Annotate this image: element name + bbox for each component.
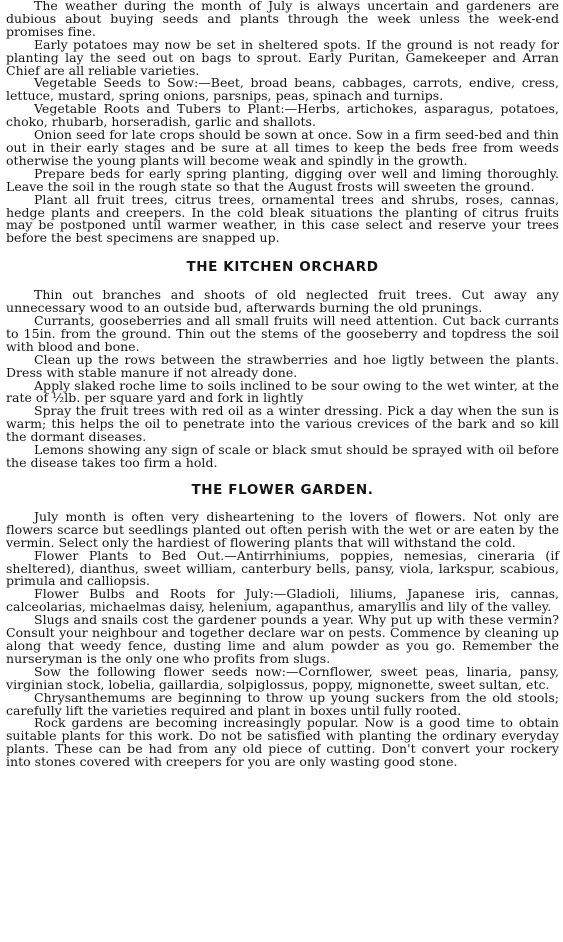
intro-paragraph: Early potatoes may now be set in sheltered spots. If the ground is not ready for planting lay the seed out on bags to sprout. Early Puritan, Gamekeeper and Arran Chief are all reliable varieties. xyxy=(6,36,559,78)
kitchen-orchard-paragraph: Apply slaked roche lime to soils inclined to be sour owing to the wet winter, at the rate of ½lb. per square yard and fork in lightly xyxy=(6,377,559,406)
intro-paragraph: The weather during the month of July is always uncertain and gardeners are dubious about buying seeds and plants through the week unless the week-end promises fine. xyxy=(6,0,559,39)
intro-section xyxy=(6,0,559,245)
intro-paragraph: Vegetable Seeds to Sow:—Beet, broad beans, cabbages, carrots, endive, cress, lettuce, mustard, spring onions, parsnips, peas, spinach and turnips. xyxy=(6,75,559,104)
kitchen-orchard-paragraph: Thin out branches and shoots of old neglected fruit trees. Cut away any unnecessary wood to an outside bud, afterwards burning the old prunings. xyxy=(6,287,559,316)
kitchen-orchard-section xyxy=(6,260,559,470)
kitchen-orchard-paragraph: Currants, gooseberries and all small fruits will need attention. Cut back currants to 15in. from the ground. Thin out the stems of the gooseberry and topdress the soil with blood and bone. xyxy=(6,313,559,354)
flower-garden-paragraph: Chrysanthemums are beginning to throw up young suckers from the old stools; carefully lift the varieties required and plant in boxes until fully rooted. xyxy=(6,689,559,718)
intro-paragraph: Plant all fruit trees, citrus trees, ornamental trees and shrubs, roses, cannas, hedge plants and creepers. In the cold bleak situations the planting of citrus fruits may be postponed until warmer weather, in this case select and reserve your trees before the best specimens are snapped up. xyxy=(6,191,559,246)
flower-garden-section xyxy=(6,483,559,769)
intro-paragraph: Vegetable Roots and Tubers to Plant:—Herbs, artichokes, asparagus, potatoes, choko, rhubarb, horseradish, garlic and shallots. xyxy=(6,101,559,130)
flower-garden-paragraph: Sow the following flower seeds now:—Cornflower, sweet peas, linaria, pansy, virginian stock, lobelia, gaillardia, solpiglossus, poppy, mignonette, sweet sultan, etc. xyxy=(6,663,559,692)
intro-paragraph: Prepare beds for early spring planting, digging over well and liming thoroughly. Leave the soil in the rough state so that the August frosts will sweeten the ground. xyxy=(6,165,559,194)
flower-garden-paragraph: Flower Plants to Bed Out.—Antirrhiniums, poppies, nemesias, cineraria (if sheltered), dianthus, sweet william, canterbury bells, pansy, viola, larkspur, scabious, primula and calliopsis. xyxy=(6,547,559,589)
intro-paragraph: Onion seed for late crops should be sown at once. Sow in a firm seed-bed and thin out in their early stages and be sure at all times to keep the beds free from weeds otherwise the young plants will become weak and spindly in the growth. xyxy=(6,127,559,168)
kitchen-orchard-paragraph: Clean up the rows between the strawberries and hoe ligtly between the plants. Dress with stable manure if not already done. xyxy=(6,351,559,380)
section-heading-flower-garden: THE FLOWER GARDEN. xyxy=(191,481,374,498)
flower-garden-paragraph: Flower Bulbs and Roots for July:—Gladioli, liliums, Japanese iris, cannas, calceolarias, michaelmas daisy, helenium, agapanthus, amaryllis and lily of the valley. xyxy=(6,586,559,615)
flower-garden-paragraph: July month is often very disheartening to the lovers of flowers. Not only are flowers scarce but seedlings planted out often perish with the wet or are eaten by the vermin. Select only the hardiest of flowering plants that will withstand the cold. xyxy=(6,508,559,550)
flower-garden-paragraph: Rock gardens are becoming increasingly popular. Now is a good time to obtain suitable plants for this work. Do not be satisfied with planting the ordinary everyday plants. These can be had from any old piece of cutting. Don't convert your rockery into stones covered with creepers for you are only wasting good stone. xyxy=(6,715,559,770)
flower-garden-paragraph: Slugs and snails cost the gardener pounds a year. Why put up with these vermin? Consult your neighbour and together declare war on pests. Commence by cleaning up along that weedy fence, dusting lime and alum powder as you go. Remember the nurseryman is the only one who profits from slugs. xyxy=(6,612,559,666)
kitchen-orchard-paragraph: Lemons showing any sign of scale or black smut should be sprayed with oil before the disease takes too firm a hold. xyxy=(6,442,559,470)
section-heading-kitchen-orchard: THE KITCHEN ORCHARD xyxy=(186,259,379,276)
kitchen-orchard-paragraph: Spray the fruit trees with red oil as a winter dressing. Pick a day when the sun is warm; this helps the oil to penetrate into the various crevices of the bark and so kill the dormant diseases. xyxy=(6,403,559,445)
